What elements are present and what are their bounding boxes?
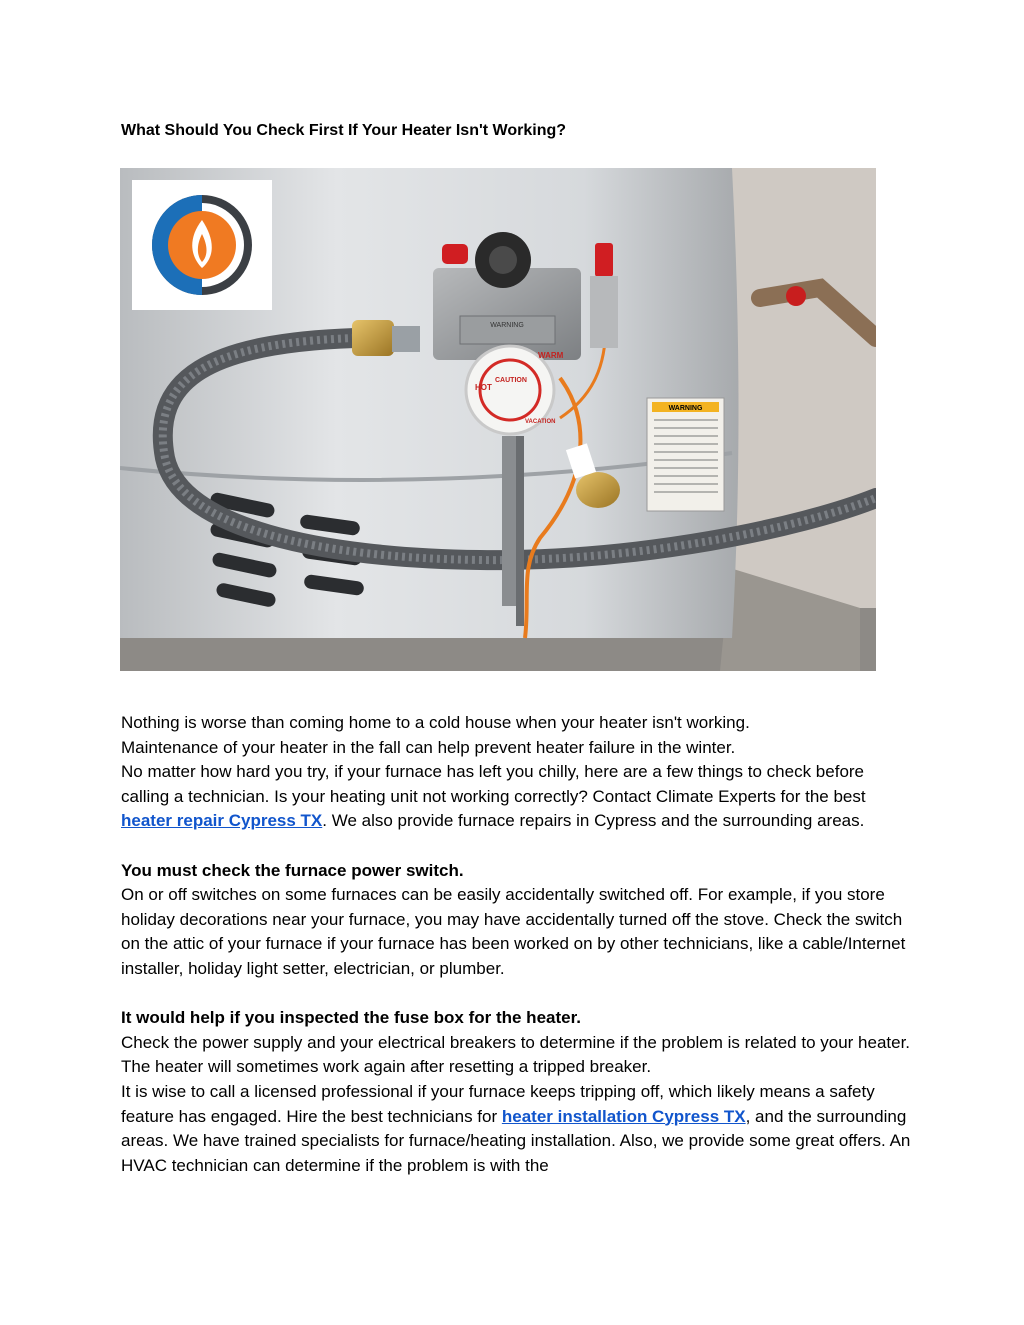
heater-installation-link[interactable]: heater installation Cypress TX (501, 1106, 746, 1126)
intro-line-3-after: . We also provide furnace repairs in Cypress and the surrounding areas. (322, 811, 865, 831)
fuse-box-text-after: , and the surrounding areas. We have trained specialists for furnace/heating installation. Also, we provide some great offers. An HVAC technician can determine if the problem is with the (121, 1106, 911, 1175)
warning-sticker (647, 398, 724, 511)
intro-paragraph (121, 711, 911, 834)
section-body-fuse-box-2 (121, 1080, 911, 1178)
company-logo (132, 180, 272, 310)
article-body (121, 711, 911, 1178)
intro-line-3: No matter how hard you try, if your furnace has left you chilly, here are a few things to check before calling a technician. Is your heating unit not working correctly? Contact Climate Experts for the best (121, 762, 866, 806)
intro-line-1: Nothing is worse than coming home to a cold house when your heater isn't working. (121, 713, 750, 732)
pilot-button (595, 243, 613, 277)
section-heading-power-switch: You must check the furnace power switch. (121, 860, 464, 880)
dial-vacation-label: VACATION (525, 419, 556, 425)
dial-caution-label: CAUTION (495, 377, 527, 384)
section-body-power-switch: On or off switches on some furnaces can be easily accidentally switched off. For example, if you store holiday decorations near your furnace, you may have accidentally turned off the stove. Check the switch on the attic of your furnace if your furnace has been worked on by other technicians, like a cable/Internet installer, holiday light setter, electrician, or plumber. (121, 885, 906, 978)
heater-repair-link[interactable]: heater repair Cypress TX (121, 811, 323, 831)
intro-line-2: Maintenance of your heater in the fall can help prevent heater failure in the winter. (121, 737, 736, 757)
dial-hot-label: HOT (475, 383, 492, 392)
fuse-box-text-before: It is wise to call a licensed professional if your furnace keeps tripping off, which likely means a safety feature has engaged. Hire the best technicians for (121, 1081, 875, 1126)
dial-warm-label: WARM (538, 351, 564, 360)
drain-valve (576, 472, 620, 508)
page-title: What Should You Check First If Your Heater Isn't Working? (121, 122, 567, 139)
snowflake-flame-gear-logo-icon (152, 195, 252, 295)
water-heater-photo (120, 168, 876, 671)
section-body-fuse-box: Check the power supply and your electrical breakers to determine if the problem is related to your heater. The heater will sometimes work again after resetting a tripped breaker. (121, 1032, 911, 1077)
svg-text:WARNING: WARNING (668, 405, 703, 412)
valve-warning-label: WARNING (490, 322, 524, 329)
section-heading-fuse-box: It would help if you inspected the fuse box for the heater. (121, 1008, 581, 1028)
igniter-button (442, 244, 468, 264)
brass-fitting (352, 320, 394, 356)
